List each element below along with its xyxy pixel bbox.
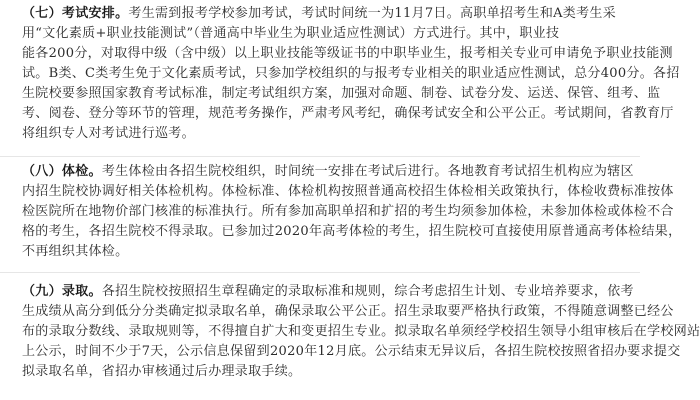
paragraph-line: 试。B类、C类考生免于文化素质考试，只参加学校组织的与报考专业相关的职业适应性测试，总分400分。各招: [22, 66, 680, 81]
paragraph-line: [22, 4, 622, 24]
paragraph-line: [22, 282, 634, 302]
section-physical-exam: [22, 162, 682, 262]
section-heading: （八）体检。: [22, 164, 102, 179]
section-admission: [22, 282, 700, 382]
paragraph-line: 生院校要参照国家教育考试标准，制定考试组织方案，加强对命题、制卷、试卷分发、运送、保管、组考、监: [22, 86, 661, 101]
paragraph-line: 拟录取名单，省招办审核通过后办理录取手续。: [22, 364, 302, 379]
section-heading: （九）录取。: [22, 284, 102, 299]
paragraph-line: 不再组织其体检。: [22, 244, 129, 259]
paragraph-text: 各招生院校按照招生章程确定的录取标准和规则，综合考虑招生计划、专业培养要求，依考: [101, 284, 634, 299]
paragraph-text: 考生需到报考学校参加考试，考试时间统一为11月7日。高职单招考生和A类考生采: [128, 6, 617, 21]
paragraph-line: 将组织专人对考试进行巡考。: [22, 126, 195, 141]
paragraph-line: 布的录取分数线、录取规则等，不得擅自扩大和变更招生专业。拟录取名单须经学校招生领导小组审核后在学校网站: [22, 324, 700, 339]
paragraph-line: 检医院所在地物价部门核准的标准执行。所有参加高职单招和扩招的考生均须参加体检，未参加体检或体检不合: [22, 204, 674, 219]
paragraph-line: 内招生院校协调好相关体检机构。体检标准、体检机构按照普通高校招生体检相关政策执行，体检收费标准按体: [22, 184, 674, 199]
paragraph-line: 考、阅卷、登分等环节的管理，规范考务操作，严肃考风考纪，确保考试安全和公平公正。考试期间，省教育厅: [22, 106, 674, 121]
paragraph-line: 能各200分，对取得中级（含中级）以上职业技能等级证书的中职毕业生，报考相关专业可申请免予职业技能测: [22, 46, 673, 61]
paragraph-text: 考生体检由各招生院校组织，时间统一安排在考试后进行。各地教育考试招生机构应为辖区: [101, 164, 634, 179]
paragraph-line: 生成绩从高分到低分分类确定拟录取名单，确保录取公平公正。招生录取要严格执行政策，不得随意调整已经公: [22, 304, 674, 319]
paragraph-line: [22, 162, 634, 182]
section-exam-arrangement: [22, 4, 680, 144]
section-divider: [0, 156, 640, 157]
section-heading: （七）考试安排。: [22, 6, 129, 21]
paragraph-line: 格的考生，各招生院校不得录取。已参加过2020年高考体检的考生，招生院校可直接使用原普通高考体检结果，: [22, 224, 682, 239]
section-divider: [0, 272, 640, 273]
paragraph-line: 上公示，时间不少于7天，公示信息保留到2020年12月底。公示结束无异议后，各招生院校按照省招办要求提交: [22, 344, 681, 359]
paragraph-line: 用“文化素质+职业技能测试”（普通高中毕业生为职业适应性测试）方式进行。其中，职业技: [22, 26, 560, 41]
